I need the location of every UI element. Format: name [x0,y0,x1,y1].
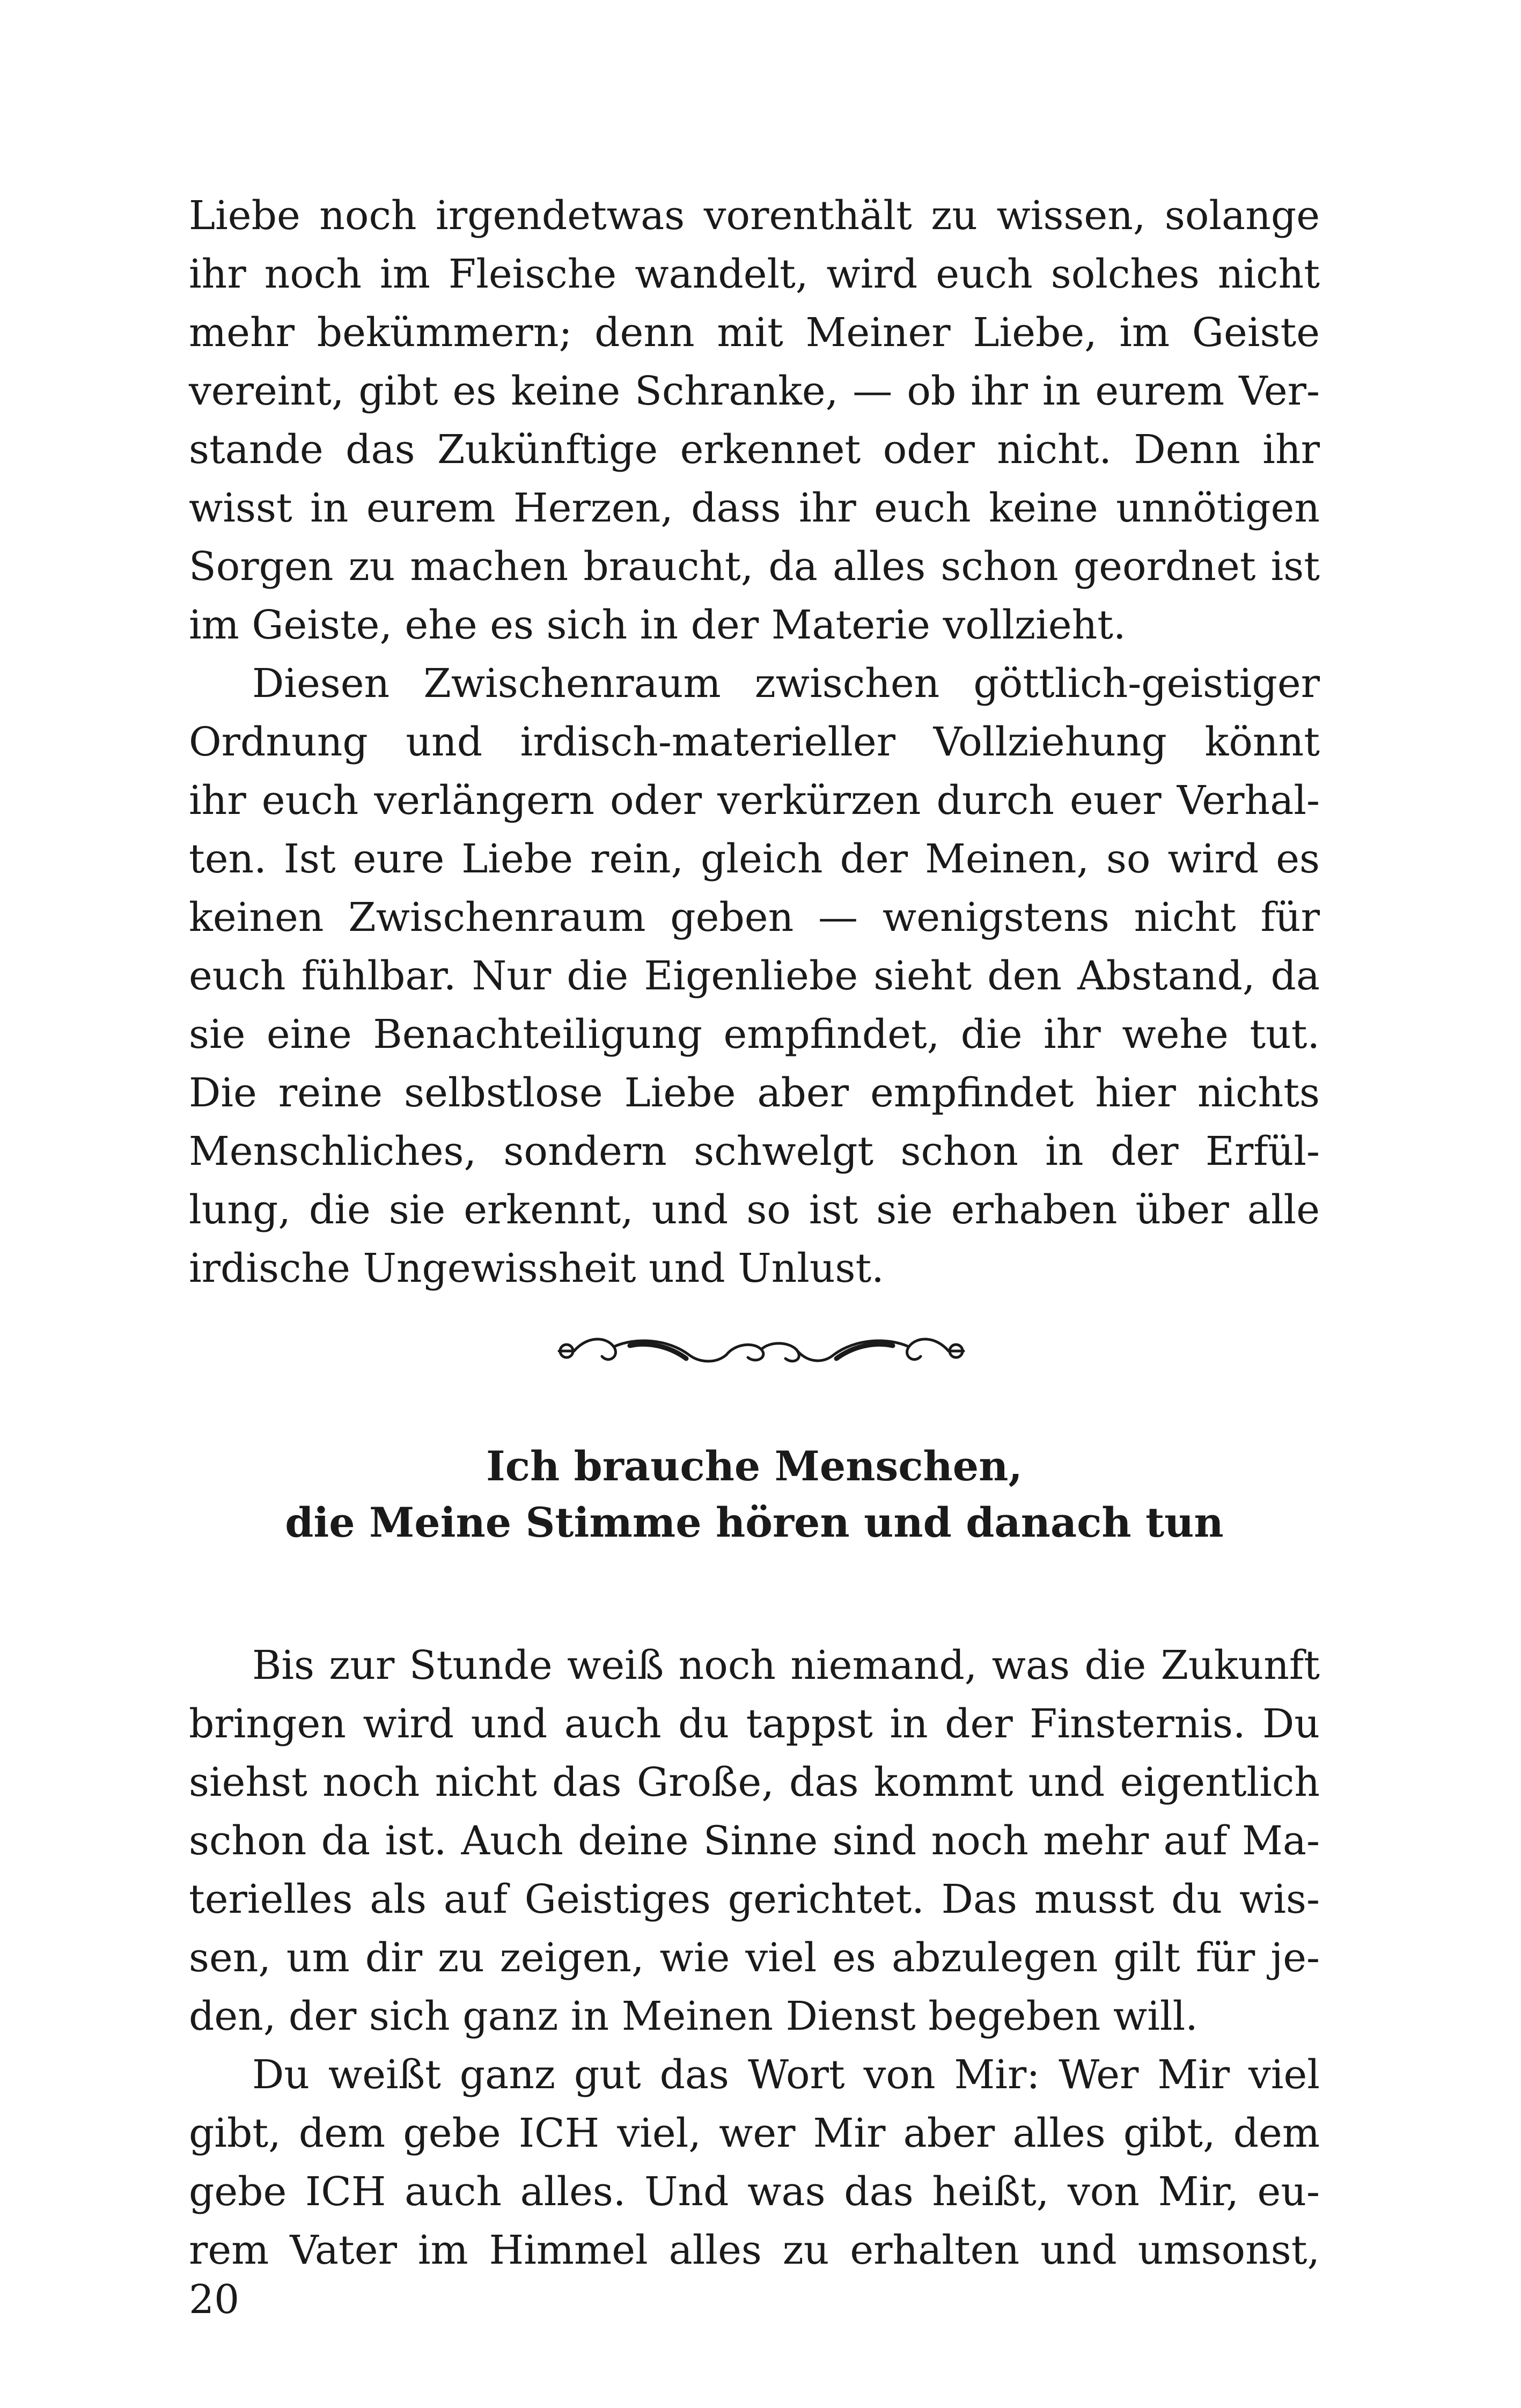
text-line: rem Vater im Himmel alles zu erhalten und umsonst, [189,2227,1320,2273]
text-line: Die reine selbstlose Liebe aber empfindet hier nichts [189,1070,1320,1116]
text-line: Diesen Zwischenraum zwischen göttlich-geistiger [252,660,1320,707]
text-line: schon da ist. Auch deine Sinne sind noch mehr auf Ma- [189,1818,1320,1864]
text-line: Liebe noch irgendetwas vorenthält zu wissen, solange [189,193,1320,239]
heading-line: die Meine Stimme hören und danach tun [285,1499,1224,1546]
text-line: euch fühlbar. Nur die Eigenliebe sieht den Abstand, da [189,953,1320,999]
text-block-bottom [189,1636,1320,2280]
text-line: irdische Ungewissheit und Unlust. [189,1245,884,1291]
text-line: gebe ICH auch alles. Und was das heißt, von Mir, eu- [189,2169,1320,2215]
text-line: Sorgen zu machen braucht, da alles schon geordnet ist [189,544,1320,590]
text-line: stande das Zukünftige erkennet oder nicht. Denn ihr [189,427,1320,473]
text-line: im Geiste, ehe es sich in der Materie vollzieht. [189,602,1126,648]
flourish-divider-icon [555,1325,968,1379]
text-line: gibt, dem gebe ICH viel, wer Mir aber alles gibt, dem [189,2110,1320,2156]
text-line: Ordnung und irdisch-materieller Vollziehung könnt [189,719,1320,765]
paragraph [189,655,1320,1298]
text-line: ten. Ist eure Liebe rein, gleich der Meinen, so wird es [189,836,1320,882]
text-line: lung, die sie erkennt, und so ist sie erhaben über alle [189,1187,1320,1233]
text-line: Du weißt ganz gut das Wort von Mir: Wer Mir viel [252,2052,1320,2098]
paragraph [189,187,1320,655]
text-line: bringen wird und auch du tappst in der Finsternis. Du [189,1701,1320,1747]
heading-line: Ich brauche Menschen, [486,1442,1023,1490]
section-heading [189,1438,1320,1551]
text-line: terielles als auf Geistiges gerichtet. Das musst du wis- [189,1876,1320,1922]
text-line: sie eine Benachteiligung empfindet, die ihr wehe tut. [189,1011,1320,1058]
text-line: mehr bekümmern; denn mit Meiner Liebe, im Geiste [189,310,1320,356]
text-line: keinen Zwischenraum geben — wenigstens nicht für [189,894,1320,941]
page-number: 20 [189,2277,240,2323]
text-line: den, der sich ganz in Meinen Dienst begeben will. [189,1993,1198,2039]
text-line: vereint, gibt es keine Schranke, — ob ihr in eurem Ver- [189,368,1320,414]
text-line: sen, um dir zu zeigen, wie viel es abzulegen gilt für je- [189,1935,1320,1981]
text-block-top [189,187,1320,1298]
text-line: ihr noch im Fleische wandelt, wird euch solches nicht [189,251,1320,297]
text-line: wisst in eurem Herzen, dass ihr euch keine unnötigen [189,485,1320,531]
text-line: Bis zur Stunde weiß noch niemand, was die Zukunft [252,1642,1320,1688]
paragraph [189,1636,1320,2046]
text-line: ihr euch verlängern oder verkürzen durch euer Verhal- [189,777,1320,824]
paragraph [189,2046,1320,2280]
text-line: Menschliches, sondern schwelgt schon in der Erfül- [189,1128,1320,1174]
text-line: siehst noch nicht das Große, das kommt und eigentlich [189,1759,1320,1805]
